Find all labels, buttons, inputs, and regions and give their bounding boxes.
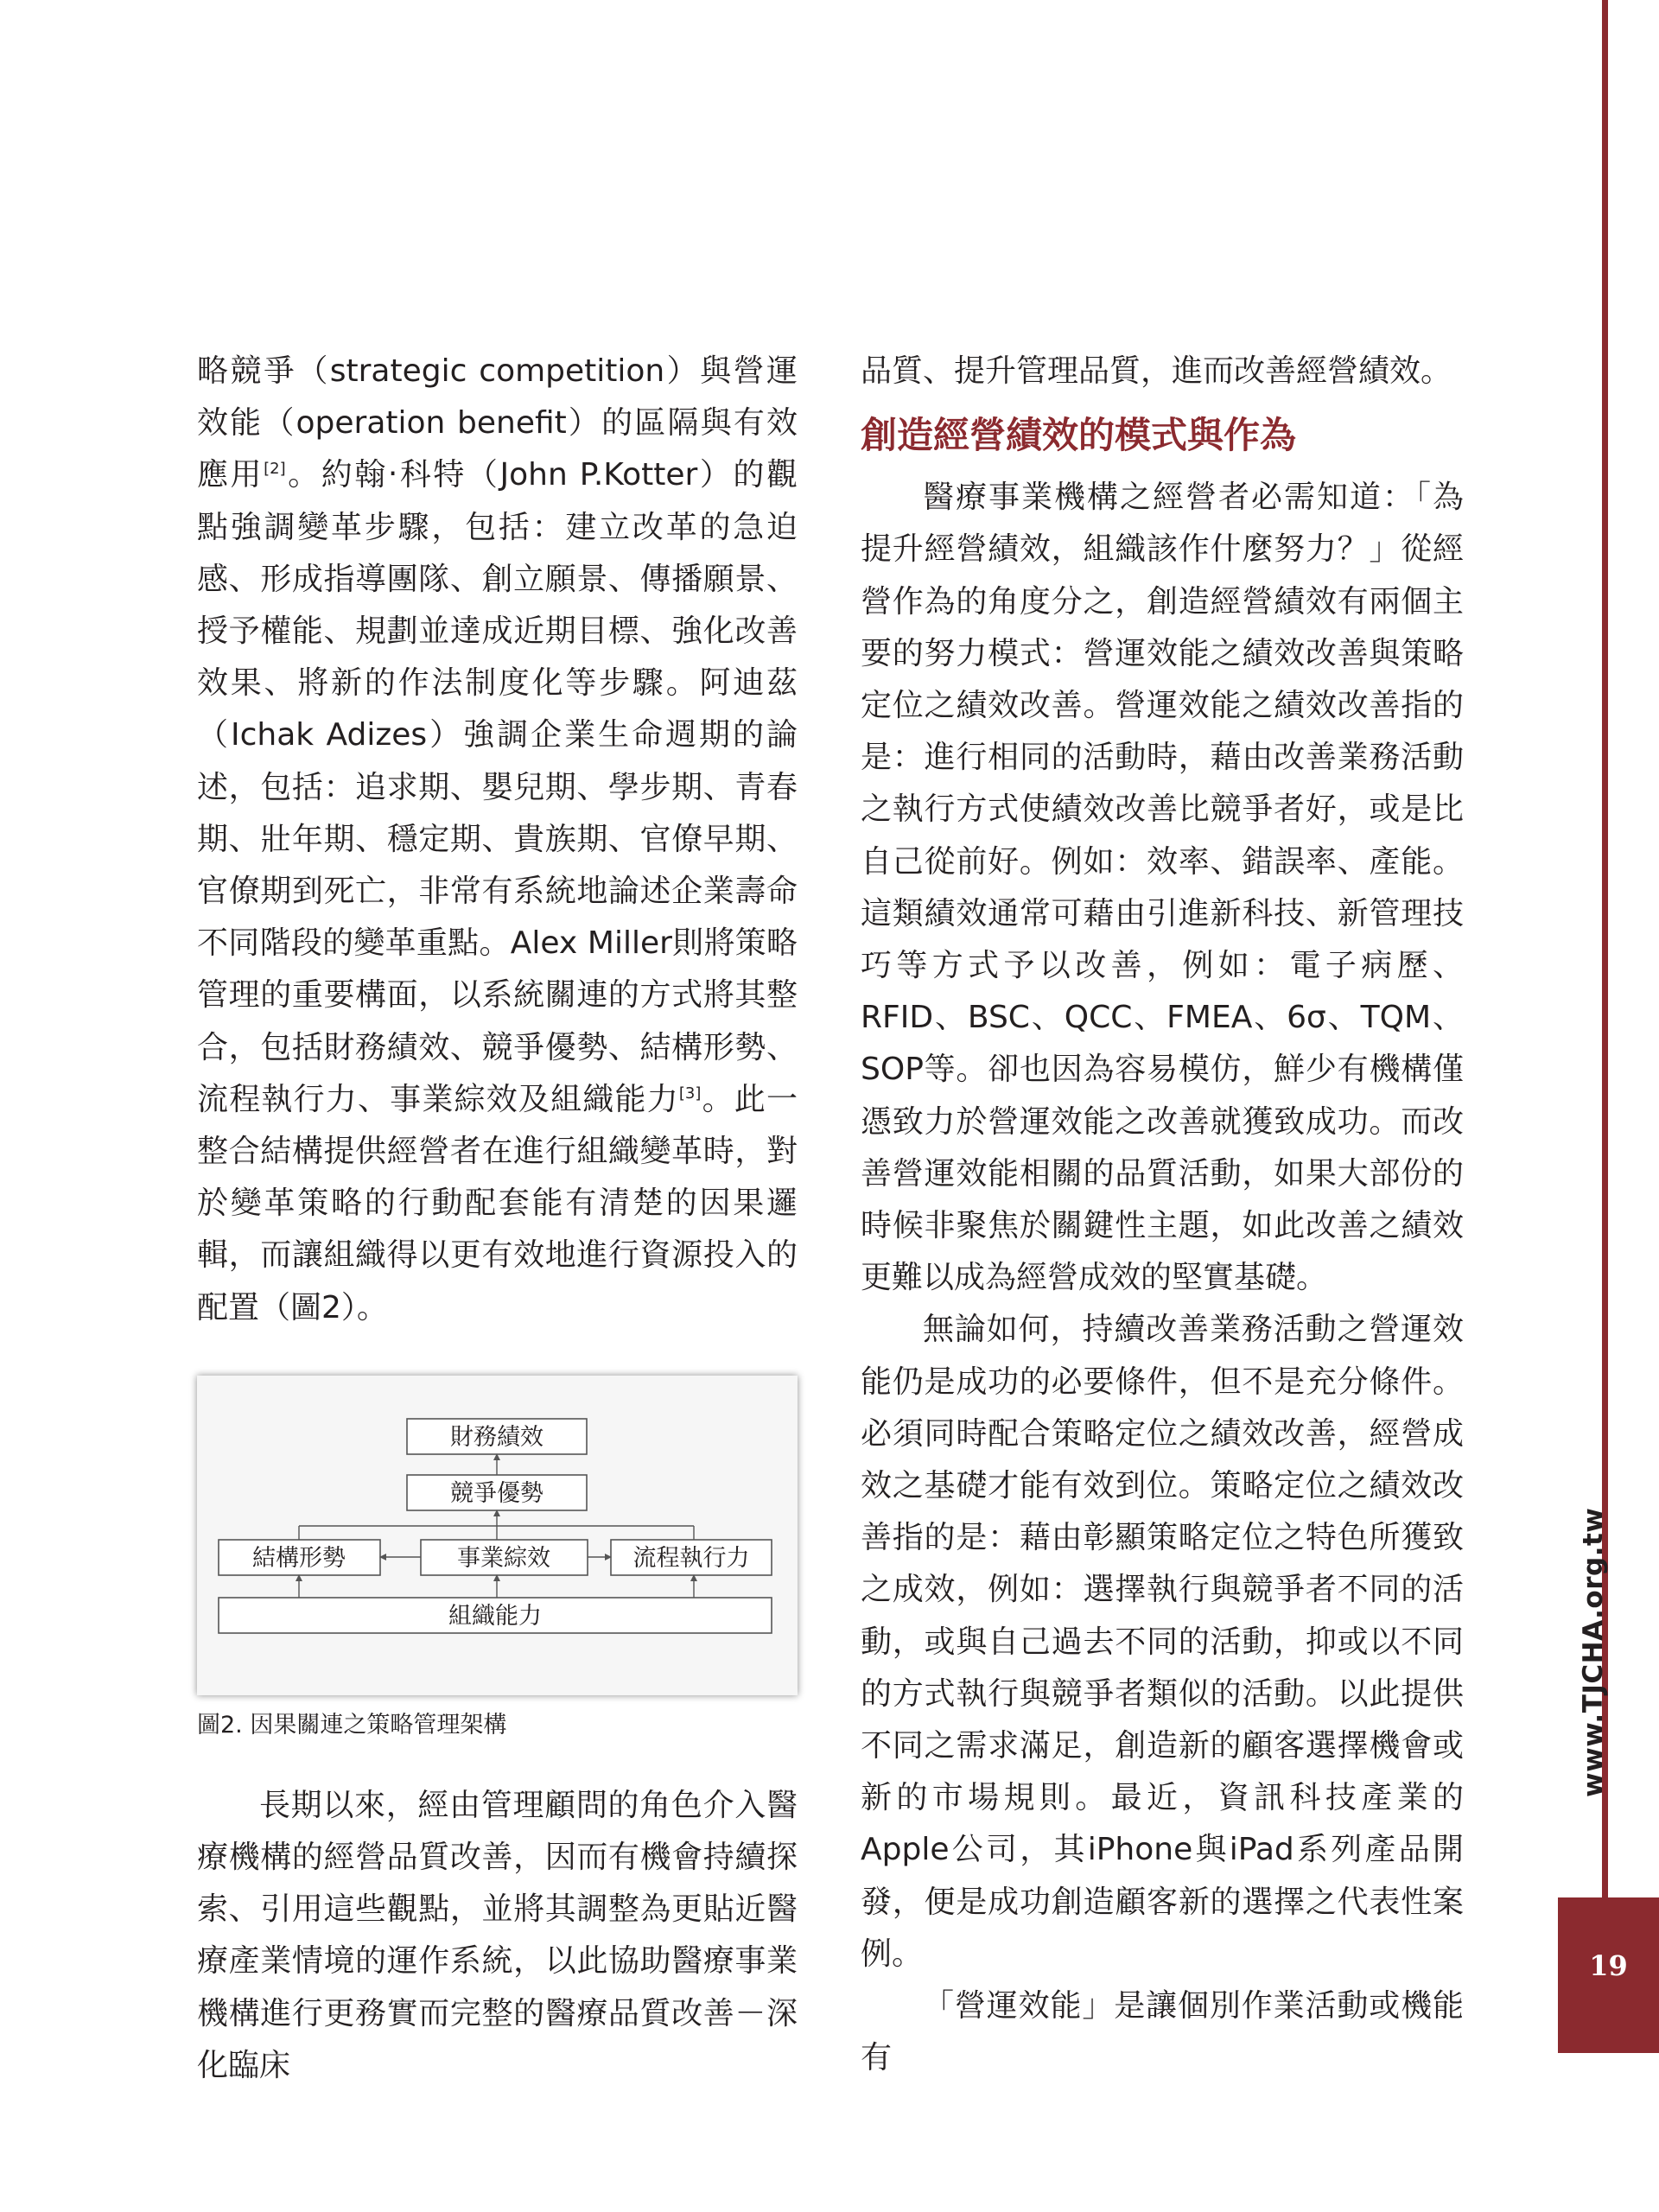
right-column xyxy=(861,346,1464,2085)
label-structure: 結構形勢 xyxy=(252,1544,346,1572)
citation-ref: [2] xyxy=(264,460,286,479)
website-url: www.TJCHA.org.tw xyxy=(1578,1507,1609,1797)
body-paragraph: 無論如何，持續改善業務活動之營運效能仍是成功的必要條件，但不是充分條件。必須同時配合策略定位之績效改善，經營成效之基礎才能有效到位。策略定位之績效改善指的是：藉由彰顯策略定位之特色所獲致之成效，例如：選擇執行與競爭者不同的活動，或與自己過去不同的活動，抑或以不同的方式執行與競爭者類似的活動。以此提供不同之需求滿足，創造新的顧客選擇機會或新的市場規則。最近，資訊科技產業的Apple公司，其iPhone與iPad系列產品開發，便是成功創造顧客新的選擇之代表性案例。 xyxy=(861,1312,1464,1972)
body-paragraph: 「營運效能」是讓個別作業活動或機能有 xyxy=(861,1988,1464,2076)
label-competition: 競爭優勢 xyxy=(450,1479,543,1507)
body-paragraph: 長期以來，經由管理顧問的角色介入醫療機構的經營品質改善，因而有機會持續探索、引用這些觀點，並將其調整為更貼近醫療產業情境的運作系統，以此協助醫療事業機構進行更務實而完整的醫療品質改善－深化臨床 xyxy=(197,1787,798,2083)
figure-2-diagram xyxy=(197,1376,798,1695)
citation-ref: [3] xyxy=(678,1084,702,1103)
label-synergy: 事業綜效 xyxy=(457,1544,550,1572)
label-finance: 財務績效 xyxy=(450,1423,543,1451)
body-paragraph: 品質、提升管理品質，進而改善經營績效。 xyxy=(861,353,1452,389)
body-paragraph: 醫療事業機構之經營者必需知道：「為提升經營績效，組織該作什麼努力？」從經營作為的角度分之，創造經營績效有兩個主要的努力模式：營運效能之績效改善與策略定位之績效改善。營運效能之績效改善指的是：進行相同的活動時，藉由改善業務活動之執行方式使績效改善比競爭者好，或是比自己從前好。例如：效率、錯誤率、產能。這類績效通常可藉由引進新科技、新管理技巧等方式予以改善，例如：電子病歷、RFID、BSC、QCC、FMEA、6σ、TQM、SOP等。卻也因為容易模仿，鮮少有機構僅憑致力於營運效能之改善就獲致成功。而改善營運效能相關的品質活動，如果大部份的時候非聚焦於關鍵性主題，如此改善之績效更難以成為經營成效的堅實基礎。 xyxy=(861,480,1464,1296)
body-paragraph: 略競爭（strategic competition）與營運效能（operation benefit）的區隔與有效應用[2]。約翰‧科特（John P.Kotter）的觀點強調變革步驟，包括：建立改革的急迫感、形成指導團隊、創立願景、傳播願景、授予權能、規劃並達成近期目標、強化改善效果、將新的作法制度化等步驟。阿迪茲（Ichak Adizes）強調企業生命週期的論述，包括：追求期、嬰兒期、學步期、青春期、壯年期、穩定期、貴族期、官僚早期、官僚期到死亡，非常有系統地論述企業壽命不同階段的變革重點。Alex Miller則將策略管理的重要構面，以系統關連的方式將其整合，包括財務績效、競爭優勢、結構形勢、流程執行力、事業綜效及組織能力[3]。此一整合結構提供經營者在進行組織變革時，對於變革策略的行動配套能有清楚的因果邏輯，而讓組織得以更有效地進行資源投入的配置（圖2）。 xyxy=(197,353,798,1325)
section-heading: 創造經營績效的模式與作為 xyxy=(861,414,1297,457)
page-number: 19 xyxy=(1589,1949,1628,1982)
label-capability: 組織能力 xyxy=(448,1602,542,1630)
left-column xyxy=(197,346,798,2092)
figure-caption: 圖2. 因果關連之策略管理架構 xyxy=(197,1711,507,1738)
page-number-tab xyxy=(1558,1897,1659,2053)
label-process: 流程執行力 xyxy=(632,1544,750,1572)
